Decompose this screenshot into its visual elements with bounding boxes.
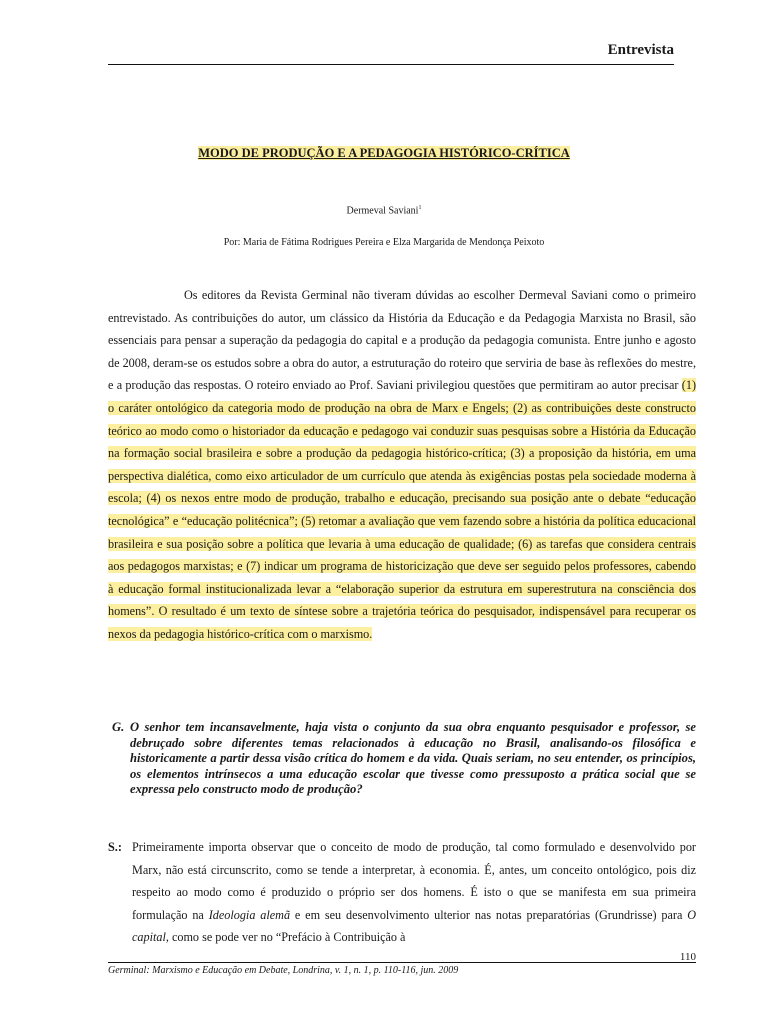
interview-answer bbox=[108, 836, 696, 949]
running-footer bbox=[108, 951, 696, 985]
intro-paragraph bbox=[108, 284, 696, 646]
section-label: Entrevista bbox=[607, 42, 674, 58]
answer-text bbox=[132, 836, 696, 949]
journal-citation: Germinal: Marxismo e Educação em Debate, Londrina, v. 1, n. 1, p. 110-116, jun. 2009 bbox=[108, 965, 459, 976]
interview-question bbox=[108, 720, 696, 798]
author-name: Dermeval Saviani bbox=[346, 205, 419, 217]
question-text: O senhor tem incansavelmente, haja vista o conjunto da sua obra enquanto pesquisador e professor, se debruçado sobre diferentes temas relacionados à educação no Brasil, analisando-os filosófica e historicamente a partir dessa visão crítica do homem e da vida. Quais seriam, no seu entender, os princípios, os elementos intrínsecos a uma educação escolar que tivesse como pressuposto a prática social que se expressa pelo constructo modo de produção? bbox=[130, 720, 696, 796]
intro-plain-text: Os editores da Revista Germinal não tiveram dúvidas ao escolher Dermeval Saviani como o primeiro entrevistado. As contribuições do autor, um clássico da História da Educação e da Pedagogia Marxista no Brasil, são essenciais para pensar a superação da pedagogia do capital e a produção da pedagogia comunista. Entre junho e agosto de 2008, deram-se os estudos sobre a obra do autor, a estruturação do roteiro que serviria de base às reflexões do mestre, e a produção das respostas. O roteiro enviado ao Prof. Saviani privilegiou questões que permitiram ao autor precisar bbox=[108, 288, 696, 393]
answer-italic-title-2: O capital bbox=[132, 907, 697, 945]
running-header bbox=[108, 42, 674, 65]
interviewers-byline: Por: Maria de Fátima Rodrigues Pereira e Elza Margarida de Mendonça Peixoto bbox=[223, 237, 545, 248]
answer-italic-title-1: Ideologia alemã bbox=[208, 907, 291, 922]
article-title bbox=[0, 146, 768, 161]
question-label: G. bbox=[112, 720, 125, 734]
author-line bbox=[0, 205, 768, 216]
title-text: MODO DE PRODUÇÃO E A PEDAGOGIA HISTÓRICO-CRÍTICA bbox=[198, 146, 570, 160]
answer-text-part3: , como se pode ver no “Prefácio à Contribuição à bbox=[165, 930, 406, 945]
answer-label: S.: bbox=[108, 840, 122, 854]
page-number: 110 bbox=[679, 951, 696, 963]
footnote-marker[interactable]: 1 bbox=[418, 205, 422, 211]
answer-text-part1: Primeiramente importa observar que o conceito de modo de produção, tal como formulado e desenvolvido por Marx, não está circunscrito, como se tende a interpretar, à economia. É, antes, um conceito ontológico, pois diz respeito ao modo como é produzido o próprio ser dos homens. É isto o que se manifesta em sua primeira formulação na bbox=[132, 840, 696, 922]
intro-highlighted-text: (1) o caráter ontológico da categoria modo de produção na obra de Marx e Engels; (2) as contribuições deste constructo teórico ao modo como o historiador da educação e pedagogo vai conduzir suas pesquisas sobre a História da Educação na formação social brasileira e sobre a produção da pedagogia histórico-crítica; (3) a proposição da história, em uma perspectiva dialética, como eixo articulador de um currículo que atenda às exigências postas pela sociedade moderna à escola; (4) os nexos entre modo de produção, trabalho e educação, precisando sua posição ante o debate “educação tecnológica” e “educação politécnica”; (5) retomar a avaliação que vem fazendo sobre a história da política educacional brasileira e sua posição sobre a política que levaria à uma educação de qualidade; (6) as tarefas que considera centrais aos pedagogos marxistas; e (7) indicar um programa de historicização que deve ser seguido pelos professores, cabendo à educação formal institucionalizada levar a “elaboração superior da estrutura em superestrutura na consciência dos homens”. O resultado é um texto de síntese sobre a trajetória teórica do pesquisador, indispensável para recuperar os nexos da pedagogia histórico-crítica com o marxismo. bbox=[108, 378, 697, 641]
answer-text-part2: e em seu desenvolvimento ulterior nas notas preparatórias (Grundrisse) para bbox=[294, 907, 683, 922]
